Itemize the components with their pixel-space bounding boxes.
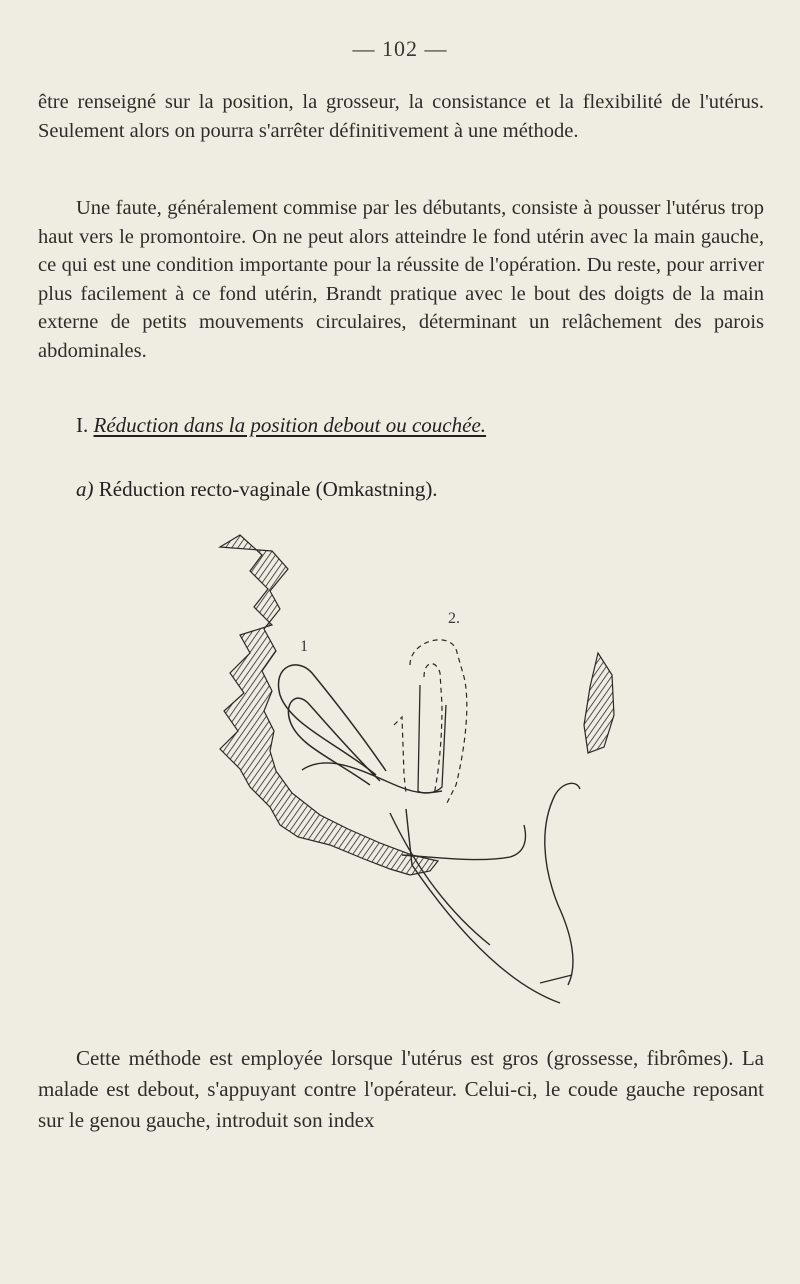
- subsection-heading: [76, 474, 766, 504]
- figure-label-1: 1: [300, 638, 308, 655]
- paragraph-text: Une faute, généralement commise par les débutants, consiste à pousser l'utérus trop haut vers le promontoire. On ne peut alors atteindre le fond utérin avec la main gauche, ce qui est une condition importante pour la réussite de l'opération. Du reste, pour arriver plus facilement à ce fond utérin, Brandt pratique avec le bout des doigts de la main externe de petits mouvements circulaires, déterminant un relâchement des parois abdominales.: [38, 197, 764, 362]
- paragraph-continuation: [38, 88, 764, 145]
- pubis-hatching: [584, 653, 614, 753]
- page-number: — 102 —: [352, 36, 448, 61]
- subsection-letter: a): [76, 477, 94, 501]
- paragraph-text: être renseigné sur la position, la grosseur, la consistance et la flexibilité de l'utérus. Seulement alors on pourra s'arrêter définitivement à une méthode.: [38, 91, 764, 142]
- figure-recto-vaginal-reduction: [180, 525, 630, 1035]
- uterus-outline-position-2: [394, 640, 467, 805]
- section-title: Réduction dans la position debout ou couchée.: [93, 413, 487, 437]
- paragraph-text: Cette méthode est employée lorsque l'utérus est gros (grossesse, fibrômes). La malade est debout, s'appuyant contre l'opérateur. Celui-ci, le coude gauche reposant sur le genou gauche, introduit son index: [38, 1046, 764, 1132]
- figure-illustration: [180, 525, 630, 1035]
- spine-hatching: [220, 535, 438, 875]
- subsection-title: Réduction recto-vaginale (Omkastning).: [98, 477, 438, 501]
- paragraph-brandt-fault: [38, 194, 764, 365]
- paragraph-method-description: [38, 1043, 764, 1136]
- pelvic-walls: [302, 763, 580, 1003]
- figure-label-2: 2.: [448, 610, 460, 627]
- uterus-outline: [279, 665, 386, 785]
- section-number: I.: [76, 413, 89, 437]
- section-heading: [76, 410, 766, 440]
